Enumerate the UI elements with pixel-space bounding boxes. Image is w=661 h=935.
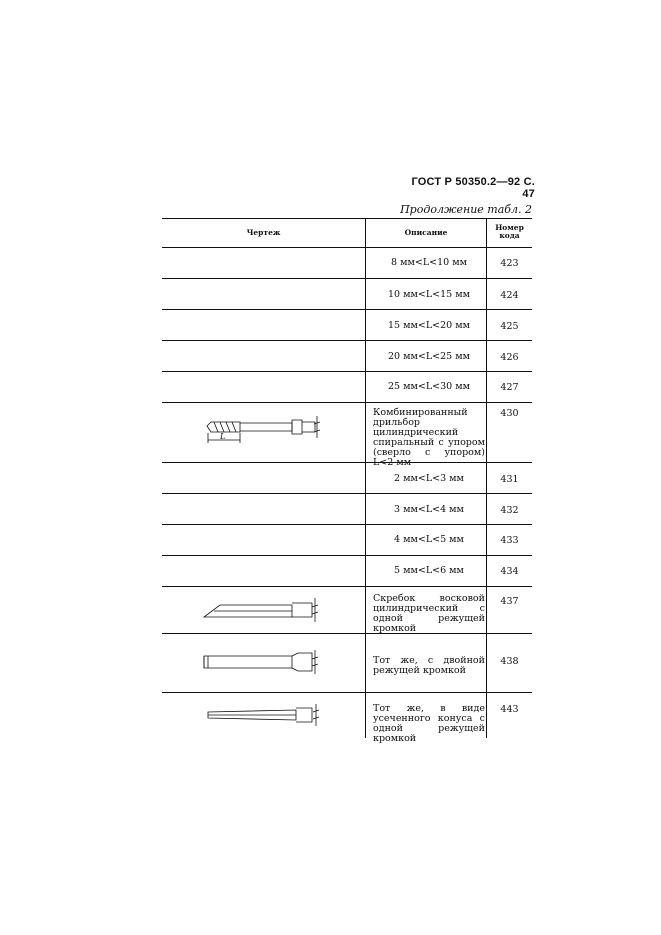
wax-scraper-truncated-cone-drawing xyxy=(200,702,325,728)
row-separator xyxy=(162,402,532,403)
row-separator xyxy=(162,340,532,341)
row-description: 15 мм<L<20 мм xyxy=(387,320,470,331)
row-code: 430 xyxy=(500,408,519,419)
row-code: 426 xyxy=(500,352,519,363)
drill-stop xyxy=(292,420,302,434)
row-description: 3 мм<L<4 мм xyxy=(394,504,464,515)
drill-handle xyxy=(302,422,315,432)
drill-flutes xyxy=(214,422,236,432)
row-code: 437 xyxy=(500,596,519,607)
row-description: Комбинированный дрильбор цилиндрический спиральный с упором (сверло с упором) L<2 мм xyxy=(373,407,485,468)
column-divider-1 xyxy=(365,218,366,738)
row-separator xyxy=(162,555,532,556)
row-code: 434 xyxy=(500,566,519,577)
break-line xyxy=(312,598,318,622)
table-top-rule xyxy=(162,218,532,219)
table-caption: Продолжение табл. 2 xyxy=(400,203,532,216)
row-description: 10 мм<L<15 мм xyxy=(387,289,470,300)
column-header-description: Описание xyxy=(404,228,448,237)
scraper-neck xyxy=(292,653,312,671)
column-header-code xyxy=(487,224,532,240)
row-description: 4 мм<L<5 мм xyxy=(394,534,464,545)
row-code: 423 xyxy=(500,258,519,269)
drawing-dimension-label: L xyxy=(220,432,226,441)
row-separator xyxy=(162,278,532,279)
header-bottom-rule xyxy=(162,247,532,248)
row-description: Тот же, в виде усеченного конуса с одной режущей кромкой xyxy=(373,703,485,744)
wax-scraper-double-edge-drawing xyxy=(200,648,325,678)
scraper-handle xyxy=(296,708,312,722)
row-separator xyxy=(162,309,532,310)
row-code: 427 xyxy=(500,382,519,393)
row-code: 425 xyxy=(500,321,519,332)
row-separator xyxy=(162,371,532,372)
row-code: 431 xyxy=(500,474,519,485)
row-code: 432 xyxy=(500,505,519,516)
row-code: 443 xyxy=(500,704,519,715)
row-code: 433 xyxy=(500,535,519,546)
row-description: 8 мм<L<10 мм xyxy=(391,257,467,268)
drill-with-stop-drawing xyxy=(200,410,325,452)
break-line xyxy=(313,704,319,726)
row-description: 20 мм<L<25 мм xyxy=(387,351,470,362)
row-separator xyxy=(162,586,532,587)
column-header-code-line1: Номер xyxy=(495,223,524,232)
column-header-drawing: Чертеж xyxy=(246,228,281,237)
row-code: 424 xyxy=(500,290,519,301)
wax-scraper-single-edge-drawing xyxy=(200,595,325,625)
page-header: ГОСТ Р 50350.2—92 С. 47 xyxy=(411,176,535,200)
drill-shank xyxy=(240,423,292,431)
row-description: 5 мм<L<6 мм xyxy=(394,565,464,576)
row-separator xyxy=(162,493,532,494)
row-description: Тот же, с двойной режущей кромкой xyxy=(373,655,485,676)
row-separator xyxy=(162,692,532,693)
scraper-tip xyxy=(204,656,208,668)
row-description: 2 мм<L<3 мм xyxy=(394,473,464,484)
column-header-code-line2: кода xyxy=(499,231,520,240)
row-separator xyxy=(162,524,532,525)
row-code: 438 xyxy=(500,656,519,667)
scraper-body xyxy=(204,656,292,668)
row-description: 25 мм<L<30 мм xyxy=(387,381,470,392)
break-line xyxy=(312,650,318,674)
scraper-handle xyxy=(292,603,312,617)
row-description: Скребок восковой цилиндрический с одной режущей кромкой xyxy=(373,593,485,634)
